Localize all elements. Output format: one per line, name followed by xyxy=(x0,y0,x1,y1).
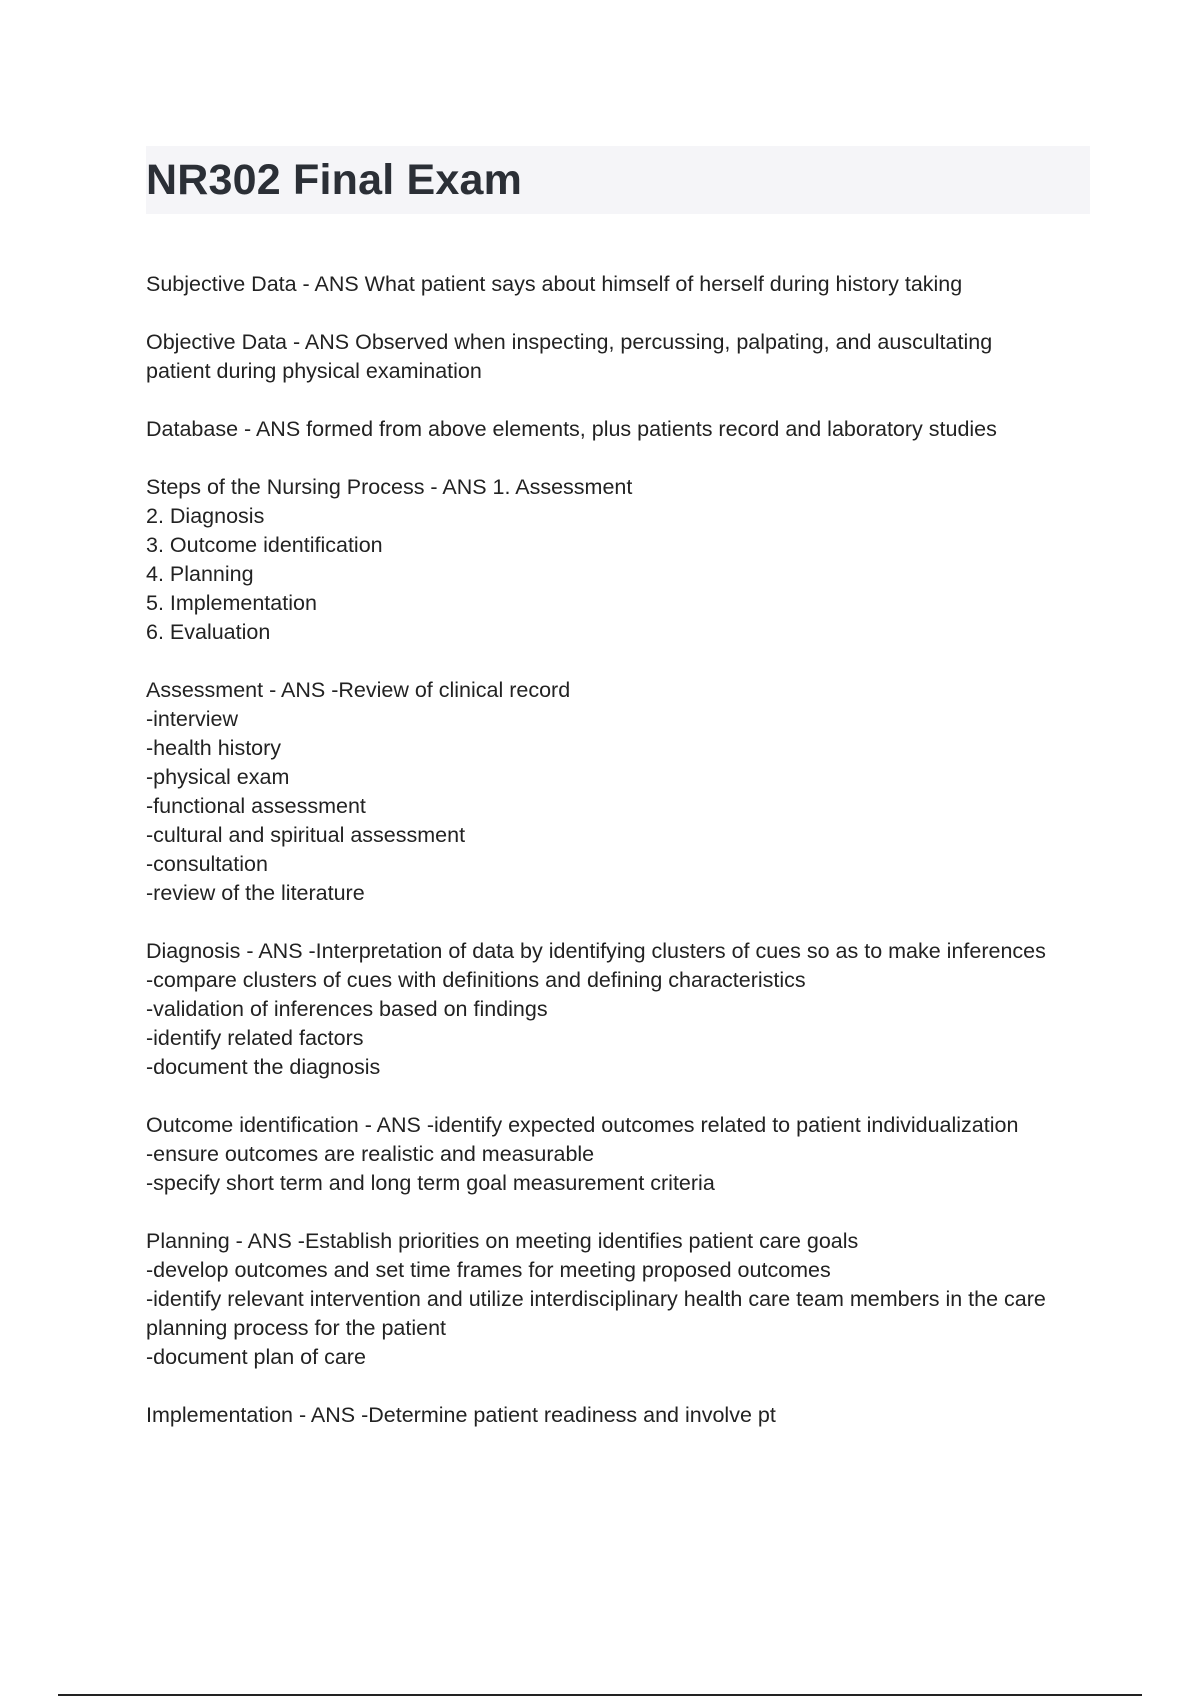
qa-entry xyxy=(146,415,1090,444)
entry-line: -consultation xyxy=(146,852,268,876)
entry-line: -physical exam xyxy=(146,765,290,789)
entry-line: Objective Data - ANS Observed when inspecting, percussing, palpating, and auscultating xyxy=(146,330,993,354)
qa-entry xyxy=(146,1401,1090,1430)
entry-line: -compare clusters of cues with definitions and defining characteristics xyxy=(146,968,806,992)
entry-line: 6. Evaluation xyxy=(146,620,271,644)
entry-line: -cultural and spiritual assessment xyxy=(146,823,466,847)
qa-entry xyxy=(146,270,1090,299)
entry-line: 3. Outcome identification xyxy=(146,533,383,557)
entry-line: 5. Implementation xyxy=(146,591,317,615)
entry-line: -identify relevant intervention and utilize interdisciplinary health care team members in the care xyxy=(146,1287,1046,1311)
qa-entry xyxy=(146,473,1090,647)
entry-line: -document the diagnosis xyxy=(146,1055,381,1079)
entry-line: Diagnosis - ANS -Interpretation of data by identifying clusters of cues so as to make inferences xyxy=(146,939,1046,963)
qa-entry xyxy=(146,1227,1090,1372)
entry-line: -identify related factors xyxy=(146,1026,364,1050)
document-body xyxy=(146,270,1090,1459)
entry-line: planning process for the patient xyxy=(146,1316,447,1340)
entry-line: Outcome identification - ANS -identify expected outcomes related to patient individualization xyxy=(146,1113,1019,1137)
entry-line: -health history xyxy=(146,736,282,760)
entry-line: -specify short term and long term goal measurement criteria xyxy=(146,1171,715,1195)
qa-entry xyxy=(146,1111,1090,1198)
entry-line: patient during physical examination xyxy=(146,359,482,383)
entry-line: 4. Planning xyxy=(146,562,254,586)
entry-line: -validation of inferences based on findings xyxy=(146,997,548,1021)
entry-line: Database - ANS formed from above elements, plus patients record and laboratory studies xyxy=(146,417,997,441)
entry-line: -document plan of care xyxy=(146,1345,366,1369)
document-title: NR302 Final Exam xyxy=(146,156,523,204)
entry-line: Steps of the Nursing Process - ANS 1. Assessment xyxy=(146,475,633,499)
qa-entry xyxy=(146,328,1090,386)
entry-line: -develop outcomes and set time frames for meeting proposed outcomes xyxy=(146,1258,831,1282)
entry-line: Implementation - ANS -Determine patient readiness and involve pt xyxy=(146,1403,776,1427)
entry-line: -ensure outcomes are realistic and measurable xyxy=(146,1142,595,1166)
entry-line: Subjective Data - ANS What patient says about himself of herself during history taking xyxy=(146,272,963,296)
qa-entry xyxy=(146,937,1090,1082)
entry-line: -interview xyxy=(146,707,238,731)
entry-line: -functional assessment xyxy=(146,794,366,818)
qa-entry xyxy=(146,676,1090,908)
entry-line: 2. Diagnosis xyxy=(146,504,265,528)
footer-divider xyxy=(58,1694,1142,1696)
entry-line: -review of the literature xyxy=(146,881,365,905)
entry-line: Planning - ANS -Establish priorities on meeting identifies patient care goals xyxy=(146,1229,859,1253)
entry-line: Assessment - ANS -Review of clinical record xyxy=(146,678,571,702)
